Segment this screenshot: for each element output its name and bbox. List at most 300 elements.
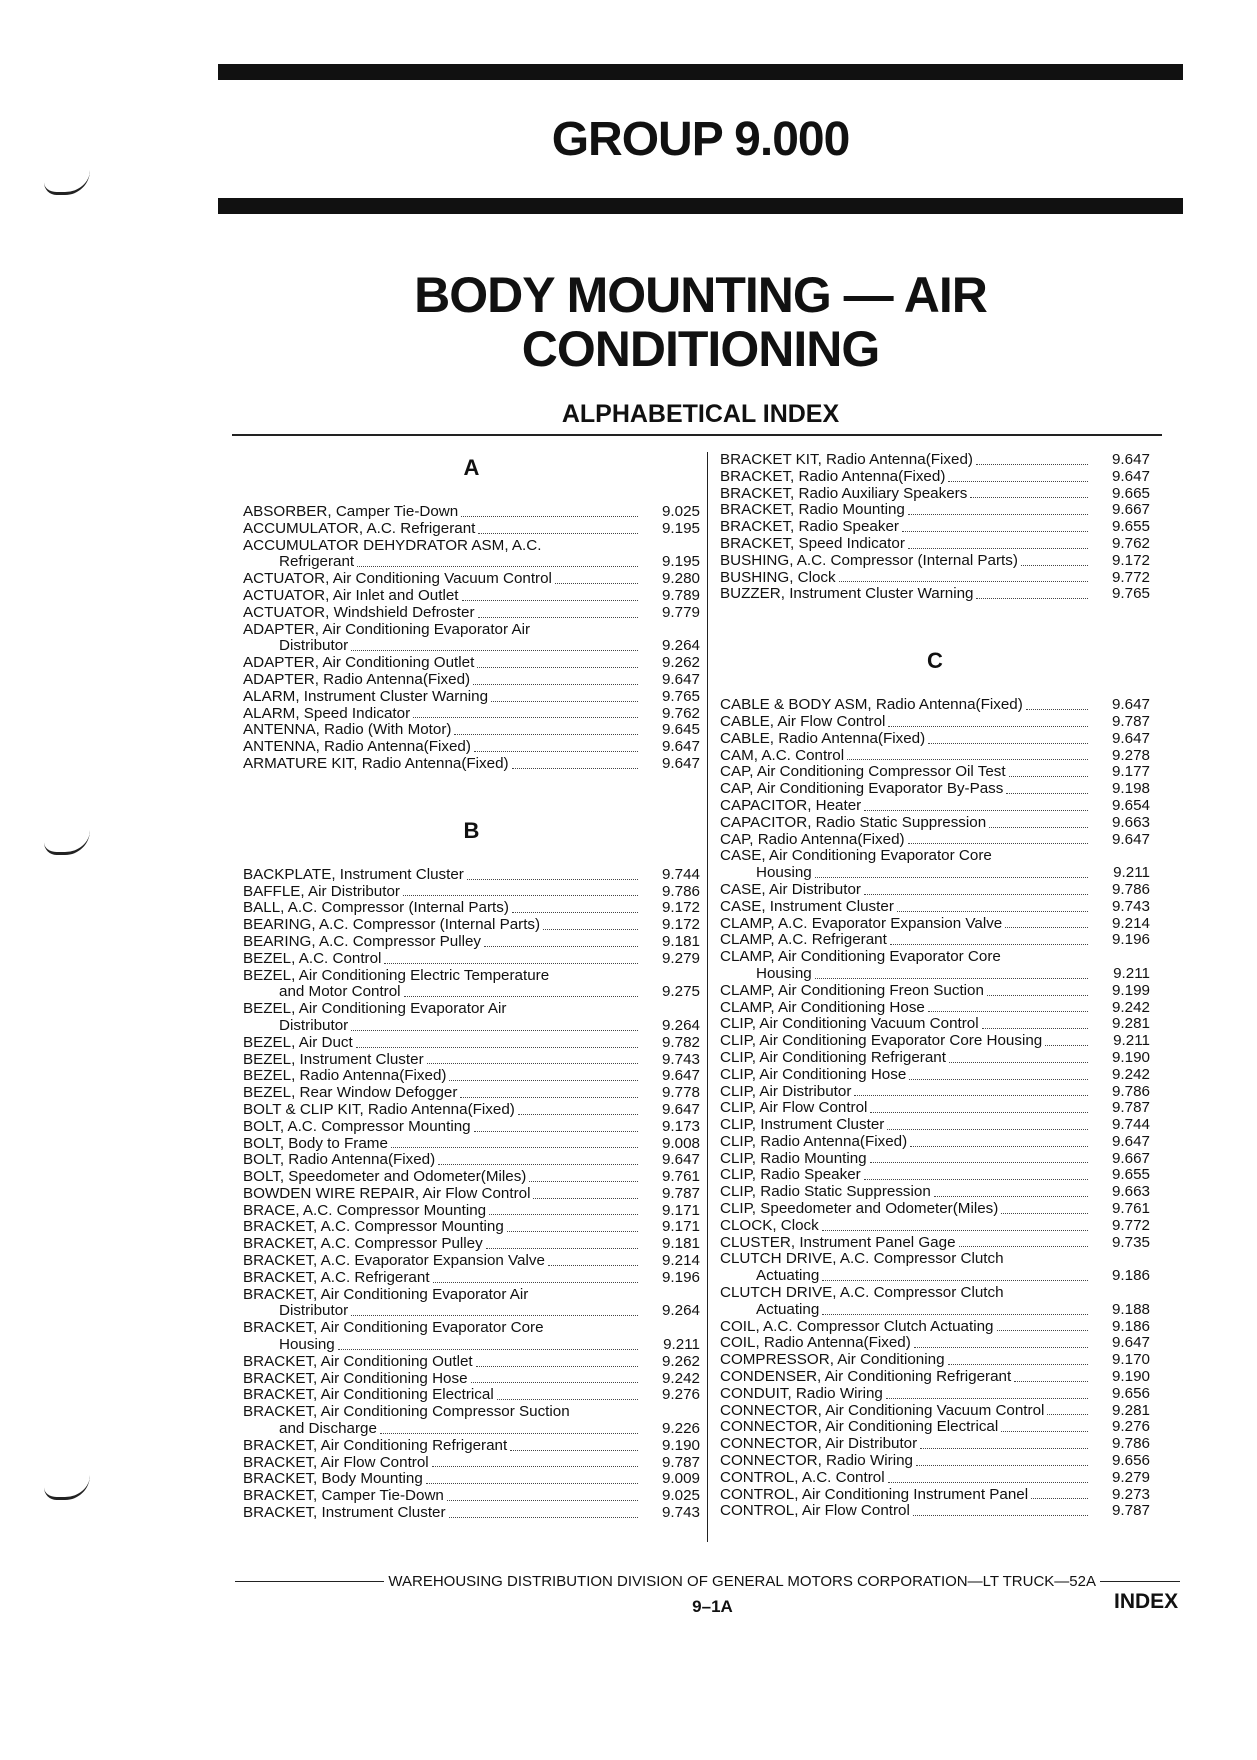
index-entry: [243, 504, 700, 521]
leader-dots: [529, 1181, 638, 1182]
entry-name: Actuating: [756, 1300, 820, 1318]
entry-name: ACTUATOR, Air Inlet and Outlet: [243, 586, 459, 604]
leader-dots: [432, 1466, 638, 1467]
entry-page: 9.647: [661, 1067, 700, 1085]
leader-dots: [839, 581, 1088, 582]
leader-dots: [959, 1246, 1088, 1247]
entry-name: CONNECTOR, Air Conditioning Vacuum Control: [720, 1401, 1045, 1419]
index-list-c: [720, 697, 1150, 1520]
index-list-b-continued: [720, 452, 1150, 603]
index-entry: [243, 1354, 700, 1371]
spacer: [720, 677, 1150, 697]
entry-name: COIL, A.C. Compressor Clutch Actuating: [720, 1317, 994, 1335]
index-entry: [243, 521, 700, 538]
index-entry: [720, 486, 1150, 503]
entry-name: CLIP, Radio Speaker: [720, 1166, 861, 1184]
index-entry: [720, 1386, 1150, 1403]
index-entry: [720, 1453, 1150, 1470]
entry-name: BRACKET, Air Conditioning Evaporator Air: [243, 1285, 529, 1303]
index-entry: [720, 1117, 1150, 1134]
entry-page: 9.170: [1111, 1351, 1150, 1369]
entry-name: BRACKET, A.C. Refrigerant: [243, 1268, 430, 1286]
entry-name: BRACKET, Radio Auxiliary Speakers: [720, 484, 968, 502]
entry-name: BRACKET, Air Conditioning Refrigerant: [243, 1436, 508, 1454]
leader-dots: [948, 1364, 1088, 1365]
index-entry: [720, 697, 1150, 714]
index-entry: [720, 1319, 1150, 1336]
entry-page: 9.647: [1111, 467, 1150, 485]
entry-name: Distributor: [279, 1016, 349, 1034]
entry-page: 9.772: [1111, 568, 1150, 586]
entry-page: 9.264: [661, 1016, 700, 1034]
entry-page: 9.172: [1111, 551, 1150, 569]
entry-name: Refrigerant: [279, 553, 355, 571]
index-entry: [243, 1371, 700, 1388]
leader-dots: [888, 1482, 1088, 1483]
entry-name: BRACKET, Air Conditioning Hose: [243, 1369, 468, 1387]
entry-page: 9.787: [1111, 1502, 1150, 1520]
entry-page: 9.779: [661, 603, 700, 621]
leader-dots: [1009, 776, 1088, 777]
entry-name: BUZZER, Instrument Cluster Warning: [720, 585, 974, 603]
leader-dots: [970, 497, 1088, 498]
entry-page: 9.273: [1111, 1485, 1150, 1503]
leader-dots: [1021, 565, 1088, 566]
footer-rule-right: [1100, 1581, 1180, 1582]
index-entry: [243, 984, 700, 1001]
footer-rule-left: [235, 1581, 384, 1582]
entry-page: 9.186: [1111, 1317, 1150, 1335]
entry-name: CLIP, Air Flow Control: [720, 1099, 868, 1117]
leader-dots: [356, 1047, 638, 1048]
leader-dots: [1047, 1414, 1088, 1415]
entry-name: BEZEL, Instrument Cluster: [243, 1050, 424, 1068]
entry-name: CABLE, Radio Antenna(Fixed): [720, 729, 926, 747]
leader-dots: [920, 1448, 1088, 1449]
leader-dots: [478, 617, 638, 618]
leader-dots: [461, 516, 638, 517]
index-entry: [243, 706, 700, 723]
entry-page: 9.761: [661, 1168, 700, 1186]
entry-page: 9.765: [661, 687, 700, 705]
index-entry: [720, 1436, 1150, 1453]
index-entry: [720, 1167, 1150, 1184]
leader-dots: [449, 1080, 638, 1081]
entry-name: and Motor Control: [279, 983, 401, 1001]
index-entry: [720, 832, 1150, 849]
entry-name: BOWDEN WIRE REPAIR, Air Flow Control: [243, 1184, 531, 1202]
entry-page: 9.765: [1111, 585, 1150, 603]
entry-name: CONTROL, Air Conditioning Instrument Panel: [720, 1485, 1029, 1503]
index-entry: [720, 536, 1150, 553]
entry-page: 9.647: [661, 754, 700, 772]
index-entry: [720, 1470, 1150, 1487]
leader-dots: [897, 911, 1088, 912]
entry-page: 9.242: [1111, 998, 1150, 1016]
leader-dots: [512, 768, 638, 769]
entry-name: Housing: [279, 1336, 335, 1354]
index-entry: [720, 865, 1150, 882]
entry-name: CAPACITOR, Radio Static Suppression: [720, 813, 987, 831]
entry-name: ARMATURE KIT, Radio Antenna(Fixed): [243, 754, 509, 772]
leader-dots: [976, 464, 1088, 465]
index-entry: [243, 867, 700, 884]
index-entry: [243, 1488, 700, 1505]
header-divider: [232, 434, 1162, 436]
entry-name: CLIP, Air Conditioning Refrigerant: [720, 1048, 946, 1066]
index-entry: [720, 1016, 1150, 1033]
entry-name: CAP, Radio Antenna(Fixed): [720, 830, 905, 848]
entry-name: CLIP, Radio Mounting: [720, 1149, 867, 1167]
leader-dots: [815, 877, 1088, 878]
entry-name: CLIP, Radio Static Suppression: [720, 1183, 931, 1201]
entry-name: CABLE & BODY ASM, Radio Antenna(Fixed): [720, 696, 1023, 714]
leader-dots: [1014, 1381, 1088, 1382]
index-list-a: [243, 504, 700, 773]
leader-dots: [908, 548, 1088, 549]
index-entry: [720, 452, 1150, 469]
entry-page: 9.655: [1111, 1166, 1150, 1184]
index-entry: [243, 1455, 700, 1472]
entry-name: BRACKET, Instrument Cluster: [243, 1504, 446, 1522]
entry-name: BRACKET, Air Conditioning Outlet: [243, 1352, 473, 1370]
index-entry: [243, 1119, 700, 1136]
entry-name: CLAMP, Air Conditioning Freon Suction: [720, 981, 984, 999]
entry-name: ADAPTER, Radio Antenna(Fixed): [243, 670, 471, 688]
title-line-2: CONDITIONING: [521, 321, 880, 377]
index-entry: [243, 1438, 700, 1455]
entry-page: 9.199: [1111, 981, 1150, 999]
entry-page: 9.275: [661, 983, 700, 1001]
index-entry: [243, 917, 700, 934]
spacer: [243, 484, 700, 504]
entry-page: 9.787: [661, 1453, 700, 1471]
leader-dots: [403, 895, 638, 896]
entry-page: 9.645: [661, 721, 700, 739]
title-line-1: BODY MOUNTING — AIR: [414, 267, 987, 323]
index-entry: [720, 748, 1150, 765]
entry-name: CONTROL, Air Flow Control: [720, 1502, 910, 1520]
footer-text: WAREHOUSING DISTRIBUTION DIVISION OF GENERAL MOTORS CORPORATION—LT TRUCK—52A: [388, 1573, 1096, 1590]
leader-dots: [543, 929, 638, 930]
leader-dots: [426, 1483, 638, 1484]
index-entry: [720, 1302, 1150, 1319]
entry-page: 9.787: [1111, 1099, 1150, 1117]
index-entry: [720, 764, 1150, 781]
entry-page: 9.190: [1111, 1368, 1150, 1386]
entry-page: 9.188: [1111, 1300, 1150, 1318]
entry-page: 9.173: [661, 1117, 700, 1135]
leader-dots: [471, 1382, 638, 1383]
entry-name: BRACKET, Speed Indicator: [720, 534, 905, 552]
entry-page: 9.663: [1111, 1183, 1150, 1201]
leader-dots: [822, 1230, 1088, 1231]
index-entry: [243, 554, 700, 571]
entry-page: 9.214: [661, 1252, 700, 1270]
leader-dots: [473, 684, 638, 685]
leader-dots: [1001, 1213, 1088, 1214]
entry-name: BOLT, A.C. Compressor Mounting: [243, 1117, 471, 1135]
entry-name: CONNECTOR, Radio Wiring: [720, 1452, 913, 1470]
entry-name: CLAMP, A.C. Evaporator Expansion Valve: [720, 914, 1003, 932]
leader-dots: [864, 894, 1088, 895]
entry-page: 9.195: [661, 553, 700, 571]
index-entry: [243, 756, 700, 773]
entry-page: 9.762: [661, 704, 700, 722]
leader-dots: [887, 1129, 1088, 1130]
index-entry: [243, 1001, 700, 1018]
entry-page: 9.786: [1111, 1082, 1150, 1100]
entry-page: 9.190: [1111, 1048, 1150, 1066]
entry-name: CASE, Air Conditioning Evaporator Core: [720, 847, 992, 865]
entry-page: 9.647: [1111, 729, 1150, 747]
leader-dots: [997, 1330, 1089, 1331]
index-entry: [243, 1253, 700, 1270]
entry-name: Distributor: [279, 637, 349, 655]
index-entry: [720, 1084, 1150, 1101]
entry-page: 9.025: [661, 1487, 700, 1505]
index-entry: [720, 798, 1150, 815]
entry-page: 9.181: [661, 932, 700, 950]
entry-page: 9.647: [661, 738, 700, 756]
leader-dots: [987, 995, 1088, 996]
section-letter-b: B: [463, 817, 480, 843]
entry-page: 9.762: [1111, 534, 1150, 552]
entry-name: CLAMP, Air Conditioning Evaporator Core: [720, 948, 1001, 966]
entry-name: ACTUATOR, Windshield Defroster: [243, 603, 475, 621]
leader-dots: [913, 1515, 1088, 1516]
entry-page: 9.782: [661, 1033, 700, 1051]
leader-dots: [1031, 1498, 1088, 1499]
leader-dots: [822, 1280, 1088, 1281]
index-entry: [243, 588, 700, 605]
entry-name: CAM, A.C. Control: [720, 746, 845, 764]
entry-name: BOLT, Radio Antenna(Fixed): [243, 1151, 436, 1169]
leader-dots: [989, 827, 1088, 828]
entry-name: Housing: [756, 964, 812, 982]
leader-dots: [477, 667, 638, 668]
index-entry: [720, 983, 1150, 1000]
entry-page: 9.195: [661, 519, 700, 537]
index-entry: [243, 1320, 700, 1337]
index-entry: [243, 1186, 700, 1203]
entry-page: 9.647: [1111, 451, 1150, 468]
leader-dots: [351, 650, 638, 651]
index-entry: [243, 1337, 700, 1354]
leader-dots: [391, 1147, 638, 1148]
index-entry: [243, 722, 700, 739]
leader-dots: [467, 879, 638, 880]
section-letter-c: C: [927, 648, 943, 674]
leader-dots: [478, 533, 638, 534]
entry-page: 9.009: [661, 1470, 700, 1488]
leader-dots: [460, 1097, 638, 1098]
entry-name: BEZEL, Rear Window Defogger: [243, 1084, 458, 1102]
entry-name: BRACKET, Body Mounting: [243, 1470, 423, 1488]
leader-dots: [484, 946, 638, 947]
entry-page: 9.190: [661, 1436, 700, 1454]
entry-page: 9.647: [1111, 830, 1150, 848]
index-entry: [720, 1487, 1150, 1504]
index-entry: [720, 714, 1150, 731]
entry-page: 9.186: [1111, 1267, 1150, 1285]
entry-page: 9.743: [661, 1504, 700, 1522]
entry-name: BRACKET, Air Conditioning Compressor Suction: [243, 1403, 570, 1421]
entry-name: BRACKET KIT, Radio Antenna(Fixed): [720, 451, 973, 468]
entry-name: ADAPTER, Air Conditioning Outlet: [243, 654, 475, 672]
index-entry: [243, 1102, 700, 1119]
entry-name: Actuating: [756, 1267, 820, 1285]
entry-page: 9.786: [1111, 880, 1150, 898]
index-entry: [243, 1219, 700, 1236]
entry-name: BEZEL, Air Conditioning Evaporator Air: [243, 1000, 507, 1018]
entry-name: BEZEL, Radio Antenna(Fixed): [243, 1067, 447, 1085]
index-entry: [243, 1404, 700, 1421]
leader-dots: [1001, 1431, 1088, 1432]
index-entry: [720, 1000, 1150, 1017]
index-entry: [243, 900, 700, 917]
entry-name: CLIP, Air Conditioning Vacuum Control: [720, 1015, 979, 1033]
entry-name: CONDENSER, Air Conditioning Refrigerant: [720, 1368, 1012, 1386]
leader-dots: [449, 1517, 638, 1518]
entry-name: BALL, A.C. Compressor (Internal Parts): [243, 899, 509, 917]
entry-name: CLUSTER, Instrument Panel Gage: [720, 1233, 956, 1251]
index-entry: [243, 1303, 700, 1320]
entry-name: BEARING, A.C. Compressor Pulley: [243, 932, 482, 950]
leader-dots: [413, 717, 638, 718]
leader-dots: [533, 1198, 638, 1199]
index-entry: [720, 1268, 1150, 1285]
index-entry: [243, 1287, 700, 1304]
entry-name: CLIP, Air Conditioning Evaporator Core Housing: [720, 1032, 1043, 1050]
entry-page: 9.171: [661, 1201, 700, 1219]
index-entry: [720, 469, 1150, 486]
top-rule-bar: [218, 64, 1183, 80]
entry-page: 9.264: [661, 637, 700, 655]
index-entry: [720, 1335, 1150, 1352]
section-letter-a: A: [463, 455, 480, 480]
index-entry: [720, 1235, 1150, 1252]
index-entry: [243, 1471, 700, 1488]
leader-dots: [384, 963, 638, 964]
index-entry: [243, 884, 700, 901]
entry-page: 9.211: [663, 1336, 700, 1354]
leader-dots: [914, 1347, 1088, 1348]
entry-page: 9.647: [661, 1100, 700, 1118]
entry-name: BOLT, Body to Frame: [243, 1134, 388, 1152]
index-entry: [720, 553, 1150, 570]
binder-hole-mark: [44, 1475, 90, 1500]
index-entry: [720, 1403, 1150, 1420]
entry-page: 9.667: [1111, 501, 1150, 519]
spacer: [720, 603, 1150, 645]
index-entry: [243, 1421, 700, 1438]
index-entry: [243, 1018, 700, 1035]
footer-line: [235, 1573, 1180, 1590]
leader-dots: [447, 1500, 638, 1501]
entry-name: CLAMP, Air Conditioning Hose: [720, 998, 925, 1016]
binder-hole-mark: [44, 170, 90, 195]
entry-name: CAPACITOR, Heater: [720, 796, 862, 814]
index-entry: [243, 638, 700, 655]
leader-dots: [489, 1214, 638, 1215]
entry-name: BRACKET, Camper Tie-Down: [243, 1487, 444, 1505]
entry-page: 9.172: [661, 899, 700, 917]
entry-name: BACKPLATE, Instrument Cluster: [243, 865, 464, 883]
leader-dots: [864, 1179, 1088, 1180]
entry-name: ADAPTER, Air Conditioning Evaporator Air: [243, 620, 531, 638]
entry-page: 9.735: [1111, 1233, 1150, 1251]
entry-name: ALARM, Speed Indicator: [243, 704, 411, 722]
leader-dots: [1045, 1045, 1088, 1046]
entry-name: CAP, Air Conditioning Compressor Oil Test: [720, 763, 1006, 781]
entry-name: CLIP, Instrument Cluster: [720, 1116, 885, 1134]
entry-name: BEZEL, Air Duct: [243, 1033, 353, 1051]
leader-dots: [822, 1314, 1088, 1315]
index-list-b: [243, 867, 700, 1522]
entry-page: 9.278: [1111, 746, 1150, 764]
index-entry: [720, 882, 1150, 899]
entry-name: BRACKET, Radio Speaker: [720, 518, 899, 536]
leader-dots: [888, 726, 1088, 727]
entry-name: and Discharge: [279, 1420, 377, 1438]
index-entry: [243, 1035, 700, 1052]
entry-page: 9.279: [1111, 1468, 1150, 1486]
entry-name: ACCUMULATOR DEHYDRATOR ASM, A.C.: [243, 536, 542, 554]
index-entry: [243, 1068, 700, 1085]
index-entry: [720, 1251, 1150, 1268]
leader-dots: [854, 1095, 1088, 1096]
entry-name: ANTENNA, Radio (With Motor): [243, 721, 452, 739]
entry-page: 9.262: [661, 654, 700, 672]
leader-dots: [948, 481, 1088, 482]
entry-page: 9.281: [1111, 1401, 1150, 1419]
entry-name: Distributor: [279, 1302, 349, 1320]
entry-page: 9.656: [1111, 1384, 1150, 1402]
index-entry: [243, 968, 700, 985]
entry-page: 9.647: [661, 1151, 700, 1169]
group-title: GROUP 9.000: [551, 113, 850, 166]
leader-dots: [474, 751, 638, 752]
entry-name: BRACKET, Air Flow Control: [243, 1453, 429, 1471]
index-entry: [720, 502, 1150, 519]
entry-name: CLIP, Speedometer and Odometer(Miles): [720, 1200, 999, 1218]
index-entry: [720, 1218, 1150, 1235]
page-title: [218, 268, 1183, 376]
leader-dots: [886, 1398, 1088, 1399]
right-column: [720, 452, 1150, 1520]
entry-page: 9.663: [1111, 813, 1150, 831]
leader-dots: [351, 1315, 638, 1316]
index-entry: [243, 1169, 700, 1186]
index-entry: [720, 1419, 1150, 1436]
entry-page: 9.647: [661, 670, 700, 688]
leader-dots: [908, 514, 1088, 515]
entry-page: 9.655: [1111, 518, 1150, 536]
entry-name: BRACKET, Radio Antenna(Fixed): [720, 467, 946, 485]
entry-name: ACTUATOR, Air Conditioning Vacuum Control: [243, 570, 552, 588]
index-entry: [720, 1134, 1150, 1151]
index-entry: [720, 899, 1150, 916]
entry-name: ACCUMULATOR, A.C. Refrigerant: [243, 519, 476, 537]
entry-name: BRACKET, Radio Mounting: [720, 501, 905, 519]
index-entry: [720, 966, 1150, 983]
index-entry: [243, 1136, 700, 1153]
leader-dots: [928, 1011, 1088, 1012]
entry-page: 9.744: [661, 865, 700, 883]
entry-name: CLUTCH DRIVE, A.C. Compressor Clutch: [720, 1250, 1004, 1268]
index-entry: [720, 1033, 1150, 1050]
